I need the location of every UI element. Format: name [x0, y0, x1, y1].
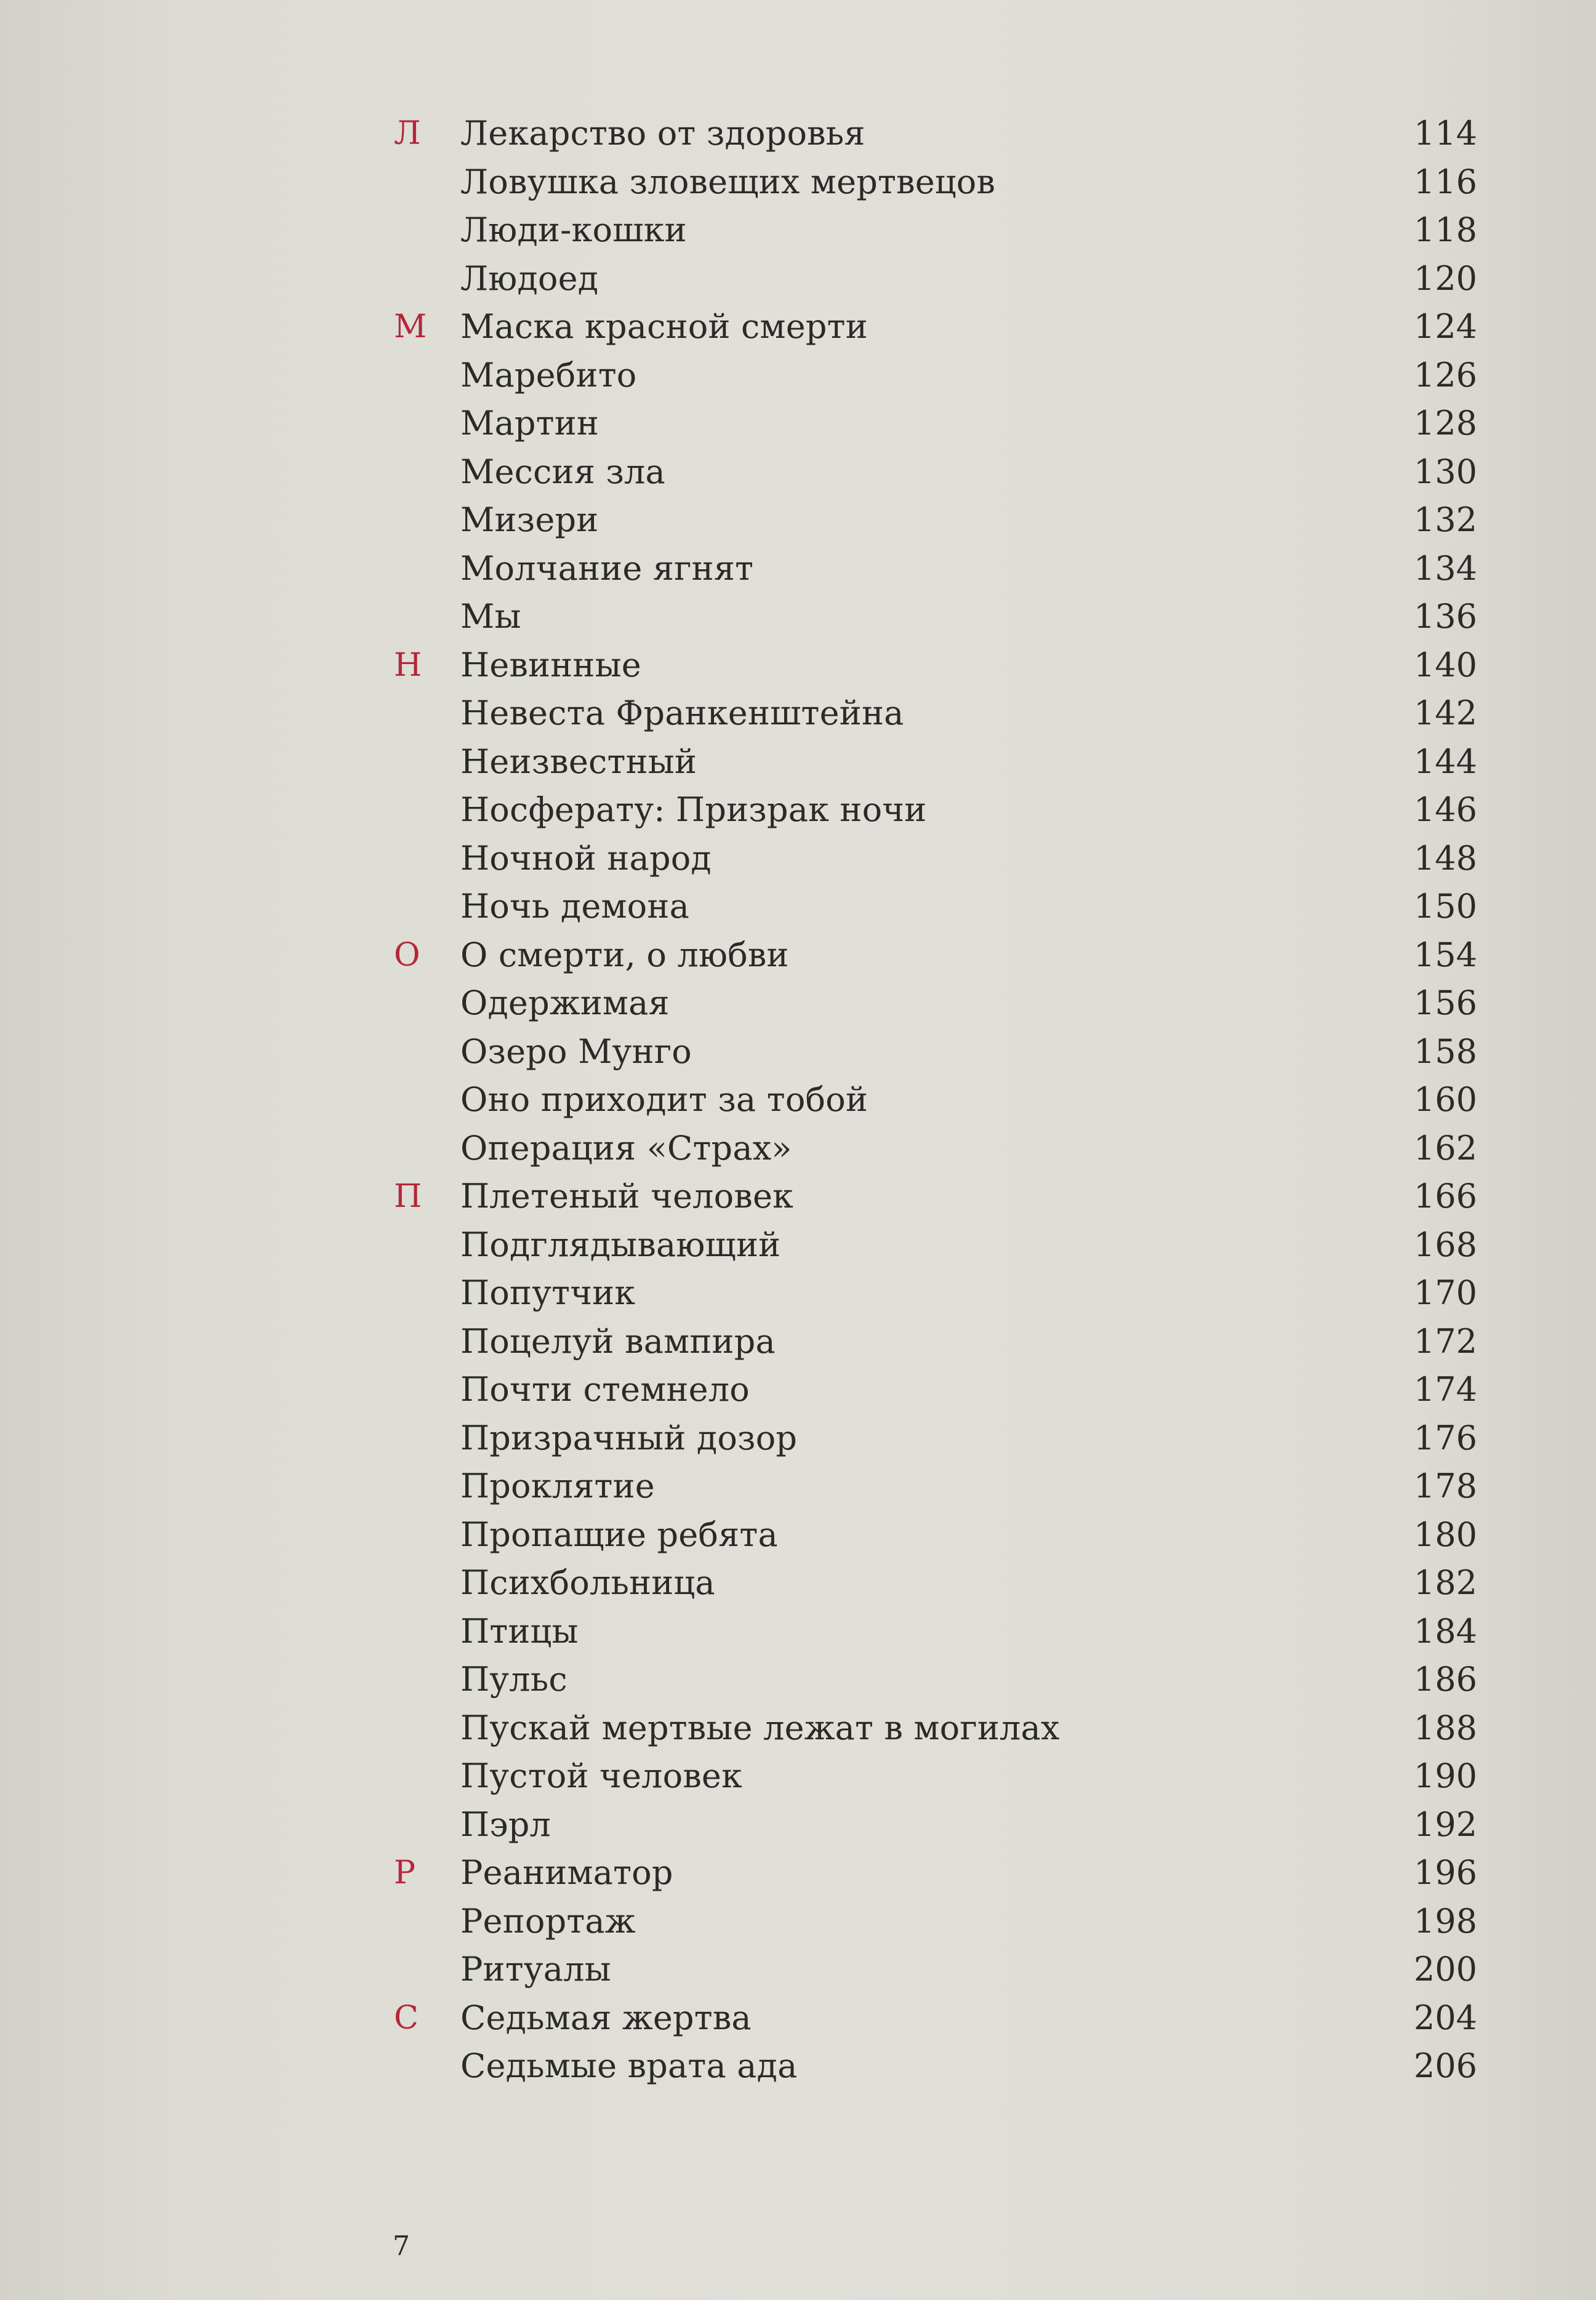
entry-page-number: 124 — [1413, 307, 1477, 346]
entry-page-number: 142 — [1413, 694, 1477, 732]
entry-page-number: 176 — [1413, 1418, 1477, 1457]
entry-title: О смерти, о любви — [460, 935, 789, 974]
entry-page-number: 190 — [1413, 1757, 1477, 1795]
entry-title: Мартин — [460, 404, 600, 443]
entry-title: Озеро Мунго — [460, 1032, 692, 1071]
entry-title: Ритуалы — [460, 1950, 611, 1989]
toc-entry — [394, 1269, 1477, 1318]
toc-entry — [394, 931, 1477, 980]
entry-title: Призрачный дозор — [460, 1418, 798, 1457]
entry-title: Психбольница — [460, 1563, 715, 1602]
entry-title: Ночной народ — [460, 838, 712, 878]
entry-title: Почти стемнело — [460, 1370, 750, 1409]
toc-entry — [394, 1945, 1477, 1994]
toc-entry — [394, 1704, 1477, 1753]
page-number: 7 — [393, 2230, 410, 2262]
entry-title: Проклятие — [460, 1467, 655, 1505]
entry-title: Мессия зла — [460, 452, 665, 491]
toc-entry — [394, 351, 1477, 400]
entry-page-number: 120 — [1413, 258, 1477, 298]
toc-entry — [394, 158, 1477, 207]
entry-title: Птицы — [460, 1611, 579, 1651]
toc-entry — [394, 979, 1477, 1028]
toc-entry — [394, 689, 1477, 738]
entry-title: Людоед — [460, 258, 599, 298]
toc-entry — [394, 786, 1477, 835]
entry-title: Операция «Страх» — [460, 1128, 792, 1168]
toc-entry — [394, 738, 1477, 787]
entry-title: Пропащие ребята — [460, 1515, 778, 1554]
entry-page-number: 174 — [1413, 1370, 1477, 1409]
entry-page-number: 170 — [1413, 1273, 1477, 1312]
toc-entry — [394, 1897, 1477, 1946]
entry-title: Седьмая жертва — [460, 1998, 752, 2037]
entry-page-number: 136 — [1413, 597, 1477, 636]
entry-title: Невинные — [460, 645, 641, 684]
entry-page-number: 132 — [1413, 500, 1477, 539]
toc-entry — [394, 1752, 1477, 1801]
entry-page-number: 192 — [1413, 1805, 1477, 1844]
entry-page-number: 162 — [1413, 1128, 1477, 1168]
toc-entry — [394, 1414, 1477, 1463]
toc-entry — [394, 206, 1477, 255]
entry-page-number: 180 — [1413, 1515, 1477, 1554]
toc-entry — [394, 1801, 1477, 1849]
toc-entry — [394, 496, 1477, 545]
entry-page-number: 186 — [1413, 1660, 1477, 1699]
entry-title: Пустой человек — [460, 1757, 743, 1795]
entry-page-number: 200 — [1413, 1950, 1477, 1989]
entry-title: Плетеный человек — [460, 1177, 794, 1216]
entry-title: Пульс — [460, 1660, 567, 1699]
toc-entry — [394, 1318, 1477, 1366]
entry-page-number: 206 — [1413, 2046, 1477, 2085]
entry-page-number: 146 — [1413, 790, 1477, 829]
toc-entry — [394, 2042, 1477, 2091]
entry-page-number: 182 — [1413, 1563, 1477, 1602]
toc-entry — [394, 1608, 1477, 1656]
toc-entry — [394, 303, 1477, 351]
entry-title: Подглядывающий — [460, 1225, 781, 1264]
entry-page-number: 154 — [1413, 935, 1477, 974]
toc-entry — [394, 399, 1477, 448]
entry-title: Седьмые врата ада — [460, 2046, 798, 2085]
toc-entry — [394, 1124, 1477, 1173]
entry-page-number: 114 — [1413, 114, 1477, 153]
entry-title: Ловушка зловещих мертвецов — [460, 162, 996, 201]
section-letter: С — [394, 1999, 419, 2037]
toc-entry — [394, 255, 1477, 303]
entry-page-number: 144 — [1413, 742, 1477, 781]
entry-title: Неизвестный — [460, 742, 697, 781]
entry-page-number: 168 — [1413, 1225, 1477, 1264]
entry-page-number: 178 — [1413, 1467, 1477, 1505]
entry-title: Репортаж — [460, 1901, 636, 1941]
section-letter: П — [394, 1178, 422, 1215]
entry-title: Невеста Франкенштейна — [460, 694, 904, 732]
entry-title: Маребито — [460, 355, 637, 395]
section-letter: Р — [394, 1854, 415, 1891]
entry-title: Носферату: Призрак ночи — [460, 790, 927, 829]
toc-entry — [394, 641, 1477, 690]
toc-entry — [394, 1221, 1477, 1270]
toc-entry — [394, 1172, 1477, 1221]
toc-entry — [394, 545, 1477, 593]
entry-title: Люди-кошки — [460, 210, 687, 249]
entry-page-number: 172 — [1413, 1321, 1477, 1361]
entry-page-number: 158 — [1413, 1032, 1477, 1071]
entry-page-number: 134 — [1413, 548, 1477, 588]
toc-entry — [394, 1559, 1477, 1608]
entry-title: Маска красной смерти — [460, 307, 868, 346]
entry-title: Лекарство от здоровья — [460, 114, 865, 153]
entry-title: Оно приходит за тобой — [460, 1080, 868, 1119]
toc-entry — [394, 1994, 1477, 2043]
entry-page-number: 126 — [1413, 355, 1477, 395]
entry-page-number: 148 — [1413, 838, 1477, 878]
entry-title: Мизери — [460, 500, 599, 539]
toc-entry — [394, 110, 1477, 158]
toc-entry — [394, 835, 1477, 883]
entry-title: Одержимая — [460, 984, 670, 1022]
toc-entry — [394, 1462, 1477, 1511]
section-letter: Н — [394, 646, 422, 684]
entry-page-number: 128 — [1413, 404, 1477, 443]
entry-page-number: 184 — [1413, 1611, 1477, 1651]
toc-entry — [394, 1366, 1477, 1414]
entry-page-number: 116 — [1413, 162, 1477, 201]
toc-entry — [394, 593, 1477, 641]
toc-entry — [394, 1076, 1477, 1124]
entry-page-number: 118 — [1413, 210, 1477, 249]
entry-page-number: 130 — [1413, 452, 1477, 491]
section-letter: Л — [394, 115, 421, 152]
toc-entry — [394, 448, 1477, 497]
section-letter: М — [394, 308, 427, 345]
entry-page-number: 160 — [1413, 1080, 1477, 1119]
table-of-contents — [394, 110, 1477, 2091]
entry-title: Ночь демона — [460, 887, 689, 926]
toc-entry — [394, 1511, 1477, 1560]
entry-title: Поцелуй вампира — [460, 1321, 776, 1361]
entry-page-number: 188 — [1413, 1708, 1477, 1747]
toc-entry — [394, 1849, 1477, 1897]
entry-title: Реаниматор — [460, 1853, 673, 1892]
entry-page-number: 166 — [1413, 1177, 1477, 1216]
entry-page-number: 204 — [1413, 1998, 1477, 2037]
entry-title: Молчание ягнят — [460, 548, 754, 588]
entry-title: Пэрл — [460, 1805, 551, 1844]
entry-title: Попутчик — [460, 1273, 636, 1312]
entry-page-number: 140 — [1413, 645, 1477, 684]
section-letter: О — [394, 936, 420, 974]
entry-page-number: 198 — [1413, 1901, 1477, 1941]
toc-entry — [394, 883, 1477, 931]
entry-page-number: 156 — [1413, 984, 1477, 1022]
toc-entry — [394, 1656, 1477, 1704]
entry-page-number: 150 — [1413, 887, 1477, 926]
entry-title: Мы — [460, 597, 521, 636]
entry-page-number: 196 — [1413, 1853, 1477, 1892]
toc-entry — [394, 1028, 1477, 1076]
entry-title: Пускай мертвые лежат в могилах — [460, 1708, 1060, 1747]
